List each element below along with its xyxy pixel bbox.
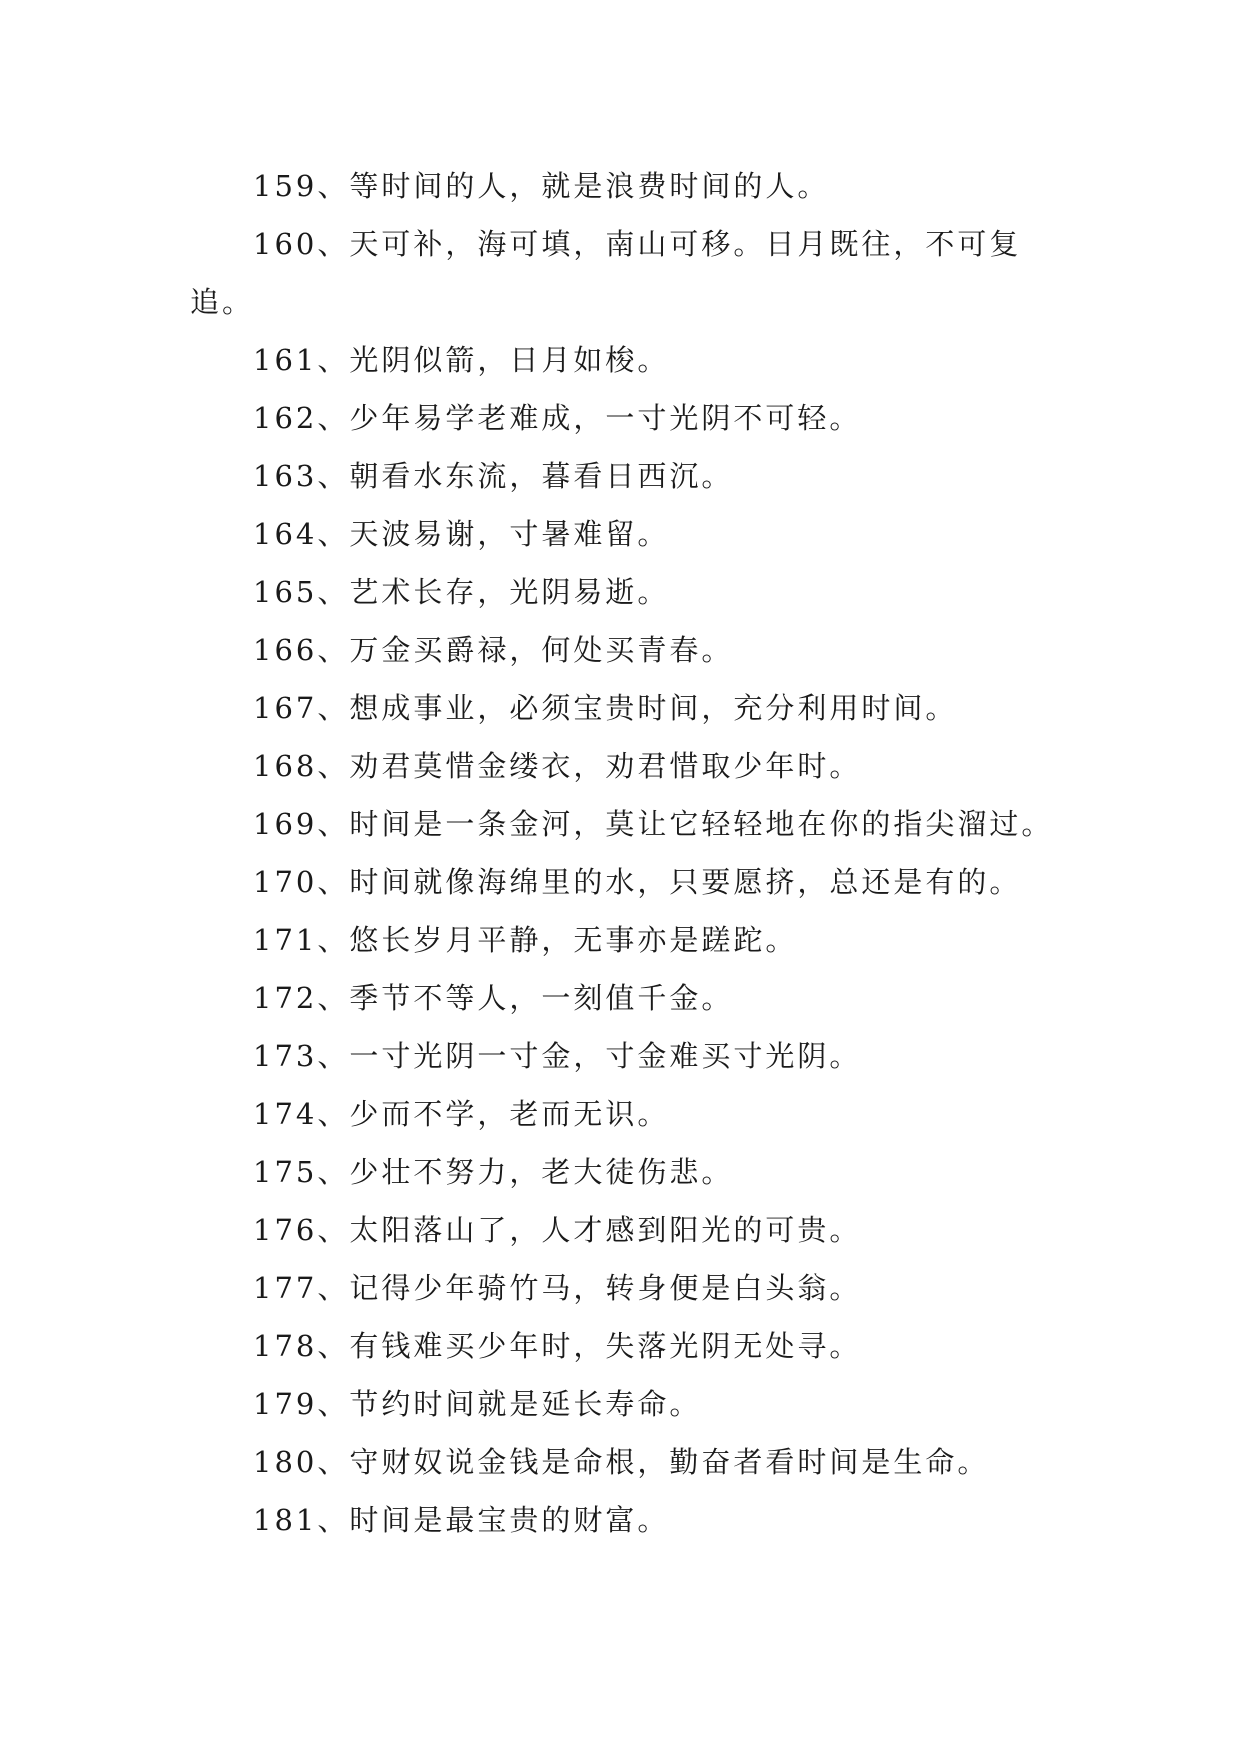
quote-entry-166: 166、万金买爵禄，何处买青春。 bbox=[253, 633, 734, 667]
quote-entry-180: 180、守财奴说金钱是命根，勤奋者看时间是生命。 bbox=[253, 1445, 990, 1479]
quote-entry-181: 181、时间是最宝贵的财富。 bbox=[253, 1503, 670, 1537]
quote-entry-178: 178、有钱难买少年时，失落光阴无处寻。 bbox=[253, 1329, 862, 1363]
quote-entry-170: 170、时间就像海绵里的水，只要愿挤，总还是有的。 bbox=[253, 865, 1022, 899]
quote-entry-175: 175、少壮不努力，老大徒伤悲。 bbox=[253, 1155, 734, 1189]
quote-entry-161: 161、光阴似箭，日月如梭。 bbox=[253, 343, 670, 377]
quote-entry-176: 176、太阳落山了，人才感到阳光的可贵。 bbox=[253, 1213, 862, 1247]
quote-list bbox=[190, 157, 1070, 1549]
quote-entry-173: 173、一寸光阴一寸金，寸金难买寸光阴。 bbox=[253, 1039, 862, 1073]
quote-entry-174: 174、少而不学，老而无识。 bbox=[253, 1097, 670, 1131]
quote-entry-167: 167、想成事业，必须宝贵时间，充分利用时间。 bbox=[253, 691, 958, 725]
quote-entry-163: 163、朝看水东流，暮看日西沉。 bbox=[253, 459, 734, 493]
quote-entry-164: 164、天波易谢，寸暑难留。 bbox=[253, 517, 670, 551]
quote-entry-177: 177、记得少年骑竹马，转身便是白头翁。 bbox=[253, 1271, 862, 1305]
quote-entry-165: 165、艺术长存，光阴易逝。 bbox=[253, 575, 670, 609]
quote-entry-159: 159、等时间的人，就是浪费时间的人。 bbox=[253, 169, 830, 203]
quote-entry-169: 169、时间是一条金河，莫让它轻轻地在你的指尖溜过。 bbox=[253, 807, 1054, 841]
quote-entry-160: 160、天可补，海可填，南山可移。日月既往，不可复追。 bbox=[190, 227, 1022, 319]
quote-entry-168: 168、劝君莫惜金缕衣，劝君惜取少年时。 bbox=[253, 749, 862, 783]
quote-entry-171: 171、悠长岁月平静，无事亦是蹉跎。 bbox=[253, 923, 798, 957]
quote-entry-172: 172、季节不等人，一刻值千金。 bbox=[253, 981, 734, 1015]
quote-entry-179: 179、节约时间就是延长寿命。 bbox=[253, 1387, 702, 1421]
quote-entry-162: 162、少年易学老难成，一寸光阴不可轻。 bbox=[253, 401, 862, 435]
